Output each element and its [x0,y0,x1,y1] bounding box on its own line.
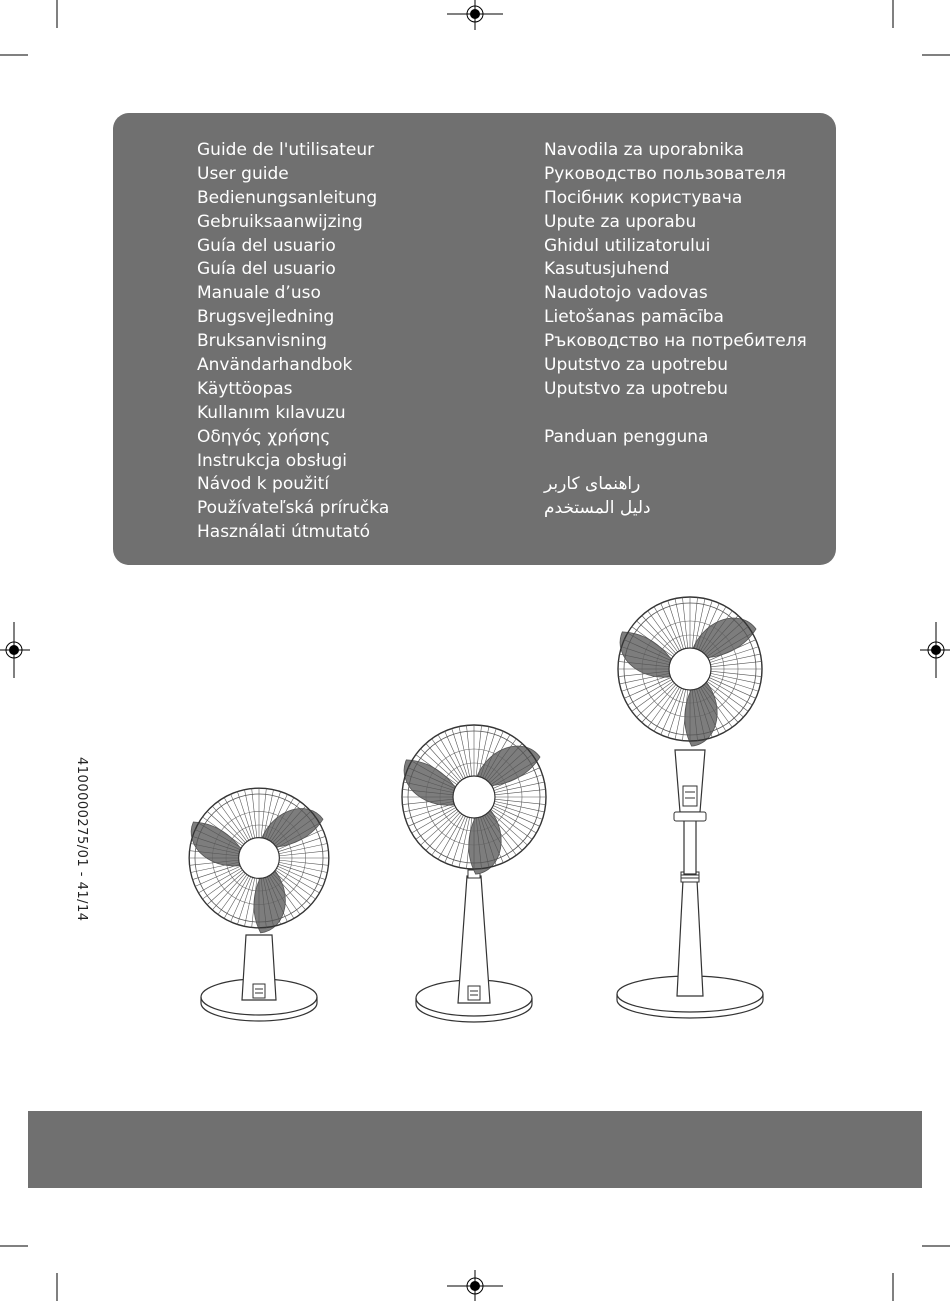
language-item: Manuale d’uso [197,283,321,304]
language-item: Lietošanas pamācība [544,307,724,328]
language-item: Руководство пользователя [544,163,786,184]
pedestal-fan-tall [613,597,763,1018]
language-item: Uputstvo za upotrebu [544,355,729,376]
language-item: Bedienungsanleitung [197,187,378,208]
language-item: Bruksanvisning [197,331,328,352]
language-item-arabic: دليل المستخدم [544,498,651,519]
language-item: Οδηγός χρήσης [197,426,331,447]
language-item: Používateľská príručka [197,498,390,519]
language-item: Használati útmutató [197,522,371,543]
language-item: Ръководство на потребителя [544,331,807,352]
language-item: Kullanım kılavuzu [197,402,346,423]
language-item-indonesian: Panduan pengguna [544,426,709,447]
language-item: Guía del usuario [197,235,336,256]
language-item: Návod k použití [197,474,330,495]
language-item: Upute za uporabu [544,211,697,232]
language-item: Gebruiksaanwijzing [197,211,363,232]
footer-band [28,1111,922,1188]
language-item: Посібник користувача [544,187,743,208]
language-item-persian: راهنمای کاربر [544,474,641,495]
document-code: 4100000275/01 - 41/14 [74,757,89,922]
language-item: User guide [197,163,289,184]
language-item: Uputstvo za upotrebu [544,378,729,399]
table-fan-medium [397,725,546,1022]
language-item: Kasutusjuhend [544,259,670,280]
language-item: Brugsvejledning [197,307,335,328]
language-item: Navodila za uporabnika [544,140,745,160]
language-item: Instrukcja obsługi [197,450,347,471]
language-item: Guía del usuario [197,259,336,280]
language-item: Guide de l'utilisateur [197,140,375,160]
language-item: Ghidul utilizatorului [544,235,711,256]
language-item: Användarhandbok [197,355,353,376]
language-item: Käyttöopas [197,378,293,399]
language-item: Naudotojo vadovas [544,283,708,304]
desk-fan-small [184,788,329,1021]
